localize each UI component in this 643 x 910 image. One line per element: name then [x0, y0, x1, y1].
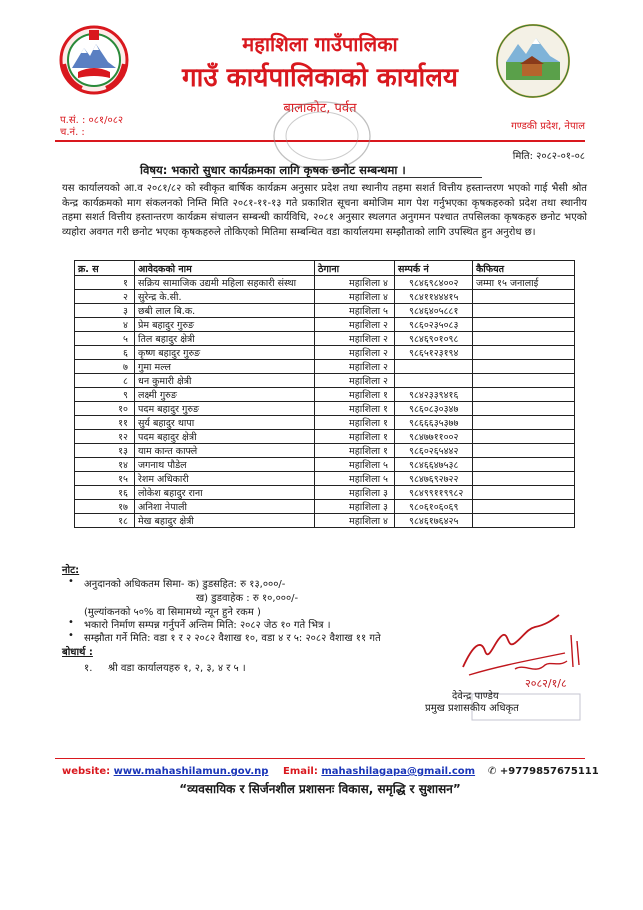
header-remarks: कैफियत — [473, 261, 575, 276]
cell-remarks — [473, 388, 575, 402]
cell-remarks — [473, 500, 575, 514]
cell-applicant-name: रेशम अधिकारी — [135, 472, 315, 486]
phone-icon: ✆ — [488, 766, 497, 777]
municipality-logo — [494, 22, 572, 100]
note-grant-limit-b: ख) डुडवाहेक : रु १०,०००/- — [196, 593, 299, 604]
cell-contact: ९८४२३३९४१६ — [395, 388, 473, 402]
motto: “व्यवसायिक र सिर्जनशील प्रशासनः विकास, समृद्धि र सुशासन” — [179, 782, 461, 796]
reference-number: प.सं. : ०८१/०८२ — [60, 115, 124, 126]
cell-address: महाशिला १ — [315, 430, 395, 444]
cell-remarks — [473, 416, 575, 430]
cell-applicant-name: प्रेम बहादुर गुरुङ — [135, 318, 315, 332]
table-row — [75, 290, 575, 304]
body-paragraph: यस कार्यालयको आ.व २०८१/८२ को स्वीकृत बार्षिक कार्यक्रम अनुसार प्रदेश तथा स्थानीय तहमा सशर्त वित्तीय हस्तान्तरण भएको गाई भैसी श्रोत केन्द्र कार्यक्रमको माग संकलनको निम्ति मिति २०८१-११-१३ गते प्रकाशित सूचना बमोजिम माग पेश गर्नुभएका कृषकहरुको प्रदेश तथा स्थानीय तहमा सशर्त वित्तीय हस्तान्तरण कार्यक्रम संचालन सम्बन्धी कार्यविधि, २०८१ अनुसार स्थलगत अनुगमन पश्चात तपसिलका कृषकहरु छनोट भएको व्यहोरा अवगत गरी छनोट भएका कृषकहरुले तोकिएको मितिमा सम्बन्धित वडा कार्यालयमा सम्झौताको लागि उपस्थित हुन अनुरोध छ। — [62, 183, 587, 238]
cell-applicant-name: कृष्ण बहादुर गुरुङ — [135, 346, 315, 360]
cell-address: महाशिला ५ — [315, 458, 395, 472]
dispatch-number: च.नं. : — [60, 127, 85, 138]
cell-contact: ९८४९९११९९८२ — [395, 486, 473, 500]
cell-serial: १७ — [75, 500, 135, 514]
phone-number: +9779857675111 — [499, 766, 599, 777]
table-row — [75, 402, 575, 416]
footer-divider — [55, 758, 585, 759]
cell-address: महाशिला २ — [315, 318, 395, 332]
cell-address: महाशिला २ — [315, 332, 395, 346]
cell-applicant-name: याम कान्त काफ्ले — [135, 444, 315, 458]
cell-contact: ९८४७७११००२ — [395, 430, 473, 444]
signatory-name: देवेन्द्र पाण्डेय — [452, 691, 499, 702]
email-label: Email: — [283, 766, 318, 777]
cell-contact: ९८६०२३५०८३ — [395, 318, 473, 332]
cell-contact: ९८०६१०६०६९ — [395, 500, 473, 514]
table-row — [75, 416, 575, 430]
email-link[interactable]: mahashilagapa@gmail.com — [321, 766, 476, 777]
notes-title: नोट: — [62, 565, 80, 576]
cell-remarks — [473, 304, 575, 318]
cell-address: महाशिला १ — [315, 444, 395, 458]
nepal-emblem-logo — [58, 24, 130, 96]
subject-line: विषय: भकारो सुधार कार्यक्रमका लागि कृषक छनोट सम्बन्धमा । — [140, 163, 406, 177]
cell-address: महाशिला १ — [315, 402, 395, 416]
cell-serial: १३ — [75, 444, 135, 458]
cell-contact: ९८६०२६५४४२ — [395, 444, 473, 458]
cell-remarks — [473, 318, 575, 332]
cell-remarks — [473, 430, 575, 444]
province: गण्डकी प्रदेश, नेपाल — [511, 121, 585, 132]
header-applicant-name: आवेदकको नाम — [135, 261, 315, 276]
cell-address: महाशिला ४ — [315, 514, 395, 528]
cell-address: महाशिला ३ — [315, 500, 395, 514]
header-serial: क्र. स — [75, 261, 135, 276]
cell-serial: १८ — [75, 514, 135, 528]
table-row — [75, 276, 575, 290]
cell-applicant-name: छबी लाल बि.क. — [135, 304, 315, 318]
cell-address: महाशिला २ — [315, 374, 395, 388]
cell-contact: ९८६५१२३१९४ — [395, 346, 473, 360]
table-row — [75, 304, 575, 318]
cell-serial: ३ — [75, 304, 135, 318]
copy-to-title: बोधार्थ : — [62, 647, 93, 658]
header-address: ठेगाना — [315, 261, 395, 276]
cell-address: महाशिला ४ — [315, 290, 395, 304]
cell-remarks — [473, 444, 575, 458]
bullet-icon: • — [68, 617, 74, 628]
cell-serial: ६ — [75, 346, 135, 360]
table-row — [75, 388, 575, 402]
note-agreement-date: सम्झौता गर्ने मिति: वडा १ र २ २०८२ वैशाख १०, वडा ४ र ५: २०८२ वैशाख ११ गते — [84, 633, 381, 644]
cell-remarks — [473, 290, 575, 304]
footer-website — [62, 766, 268, 777]
cell-address: महाशिला १ — [315, 388, 395, 402]
cell-contact — [395, 360, 473, 374]
header-contact: सम्पर्क नं — [395, 261, 473, 276]
note-valuation: (मुल्यांकनको ५०% वा सिमामध्ये न्यून हुने रकम ) — [84, 607, 261, 618]
cell-applicant-name: सुर्य बहादुर थापा — [135, 416, 315, 430]
cell-remarks — [473, 458, 575, 472]
cell-applicant-name: सक्रिय सामाजिक उद्यमी महिला सहकारी संस्था — [135, 276, 315, 290]
footer-phone — [488, 766, 599, 777]
table-row — [75, 500, 575, 514]
table-row — [75, 332, 575, 346]
cell-contact: ९८४११४४४१५ — [395, 290, 473, 304]
table-row — [75, 486, 575, 500]
cell-serial: १४ — [75, 458, 135, 472]
cell-remarks — [473, 332, 575, 346]
table-body — [75, 276, 575, 528]
cell-address: महाशिला ५ — [315, 304, 395, 318]
cell-applicant-name: मेख बहादुर क्षेत्री — [135, 514, 315, 528]
table-row — [75, 472, 575, 486]
cell-applicant-name: पदम बहादुर गुरुङ — [135, 402, 315, 416]
cell-contact: ९८४६१७६४२५ — [395, 514, 473, 528]
cell-serial: २ — [75, 290, 135, 304]
cell-contact: ९८४६९८४००२ — [395, 276, 473, 290]
website-link[interactable]: www.mahashilamun.gov.np — [113, 766, 269, 777]
cell-applicant-name: लोकेश बहादुर राना — [135, 486, 315, 500]
cell-remarks: जम्मा १५ जनालाई — [473, 276, 575, 290]
cell-address: महाशिला २ — [315, 360, 395, 374]
bullet-icon: • — [68, 630, 74, 641]
cell-serial: १२ — [75, 430, 135, 444]
cell-applicant-name: जगनाथ पौडेल — [135, 458, 315, 472]
cell-contact: ९८४७६९२७२२ — [395, 472, 473, 486]
table-row — [75, 374, 575, 388]
table-row — [75, 514, 575, 528]
cell-applicant-name: लक्ष्मी गुरुङ — [135, 388, 315, 402]
address: बालाकोट, पर्वत — [283, 101, 357, 116]
cell-applicant-name: गुमा मल्ल — [135, 360, 315, 374]
table-header-row — [75, 261, 575, 276]
subject-underline — [152, 177, 482, 178]
selected-farmers-table — [74, 260, 575, 528]
cell-remarks — [473, 402, 575, 416]
cell-applicant-name: अनिशा नेपाली — [135, 500, 315, 514]
cell-serial: १६ — [75, 486, 135, 500]
cell-serial: १५ — [75, 472, 135, 486]
handwritten-signature — [455, 605, 585, 695]
cell-remarks — [473, 514, 575, 528]
cell-address: महाशिला ५ — [315, 472, 395, 486]
cell-contact: ९८४६६४७५३८ — [395, 458, 473, 472]
cell-address: महाशिला १ — [315, 416, 395, 430]
cell-remarks — [473, 486, 575, 500]
table-row — [75, 444, 575, 458]
cell-address: महाशिला ३ — [315, 486, 395, 500]
copy-to-item-number: १. — [84, 663, 93, 674]
copy-to-item: श्री वडा कार्यालयहरु १, २, ३, ४ र ५ । — [108, 663, 246, 674]
cell-contact — [395, 374, 473, 388]
cell-address: महाशिला २ — [315, 346, 395, 360]
cell-serial: ४ — [75, 318, 135, 332]
cell-remarks — [473, 374, 575, 388]
cell-contact: ९८४६४०५८८१ — [395, 304, 473, 318]
note-deadline: भकारो निर्माण सम्पन्न गर्नुपर्ने अन्तिम मिति: २०८२ जेठ १० गते भित्र । — [84, 620, 331, 631]
cell-serial: ११ — [75, 416, 135, 430]
office-name: गाउँ कार्यपालिकाको कार्यालय — [182, 63, 458, 93]
footer-email — [283, 766, 475, 777]
cell-serial: ९ — [75, 388, 135, 402]
cell-contact: ९८६६६३५३७७ — [395, 416, 473, 430]
cell-applicant-name: पदम बहादुर क्षेत्री — [135, 430, 315, 444]
signatory-title: प्रमुख प्रशासकीय अधिकृत — [425, 703, 519, 714]
cell-applicant-name: धन कुमारी क्षेत्री — [135, 374, 315, 388]
cell-applicant-name: सुरेन्द्र के.सी. — [135, 290, 315, 304]
cell-serial: १ — [75, 276, 135, 290]
cell-serial: ७ — [75, 360, 135, 374]
cell-serial: ८ — [75, 374, 135, 388]
letter-date: मिति: २०८२-०१-०८ — [512, 151, 585, 162]
cell-address: महाशिला ४ — [315, 276, 395, 290]
table-row — [75, 458, 575, 472]
cell-contact: ९८६०८३०३४७ — [395, 402, 473, 416]
org-name: महाशिला गाउँपालिका — [242, 32, 398, 56]
cell-serial: १० — [75, 402, 135, 416]
table-row — [75, 430, 575, 444]
bullet-icon: • — [68, 576, 74, 587]
table-row — [75, 346, 575, 360]
cell-remarks — [473, 360, 575, 374]
cell-serial: ५ — [75, 332, 135, 346]
signature-date: २०८२/१/८ — [525, 677, 567, 690]
cell-remarks — [473, 472, 575, 486]
table-row — [75, 360, 575, 374]
cell-contact: ९८४६९०१०९८ — [395, 332, 473, 346]
table-row — [75, 318, 575, 332]
note-grant-limit-a: अनुदानको अधिकतम सिमा- क) डुडसहित: रु १३,०००/- — [84, 579, 286, 590]
website-label: website: — [62, 766, 111, 777]
cell-remarks — [473, 346, 575, 360]
cell-applicant-name: तिल बहादुर क्षेत्री — [135, 332, 315, 346]
